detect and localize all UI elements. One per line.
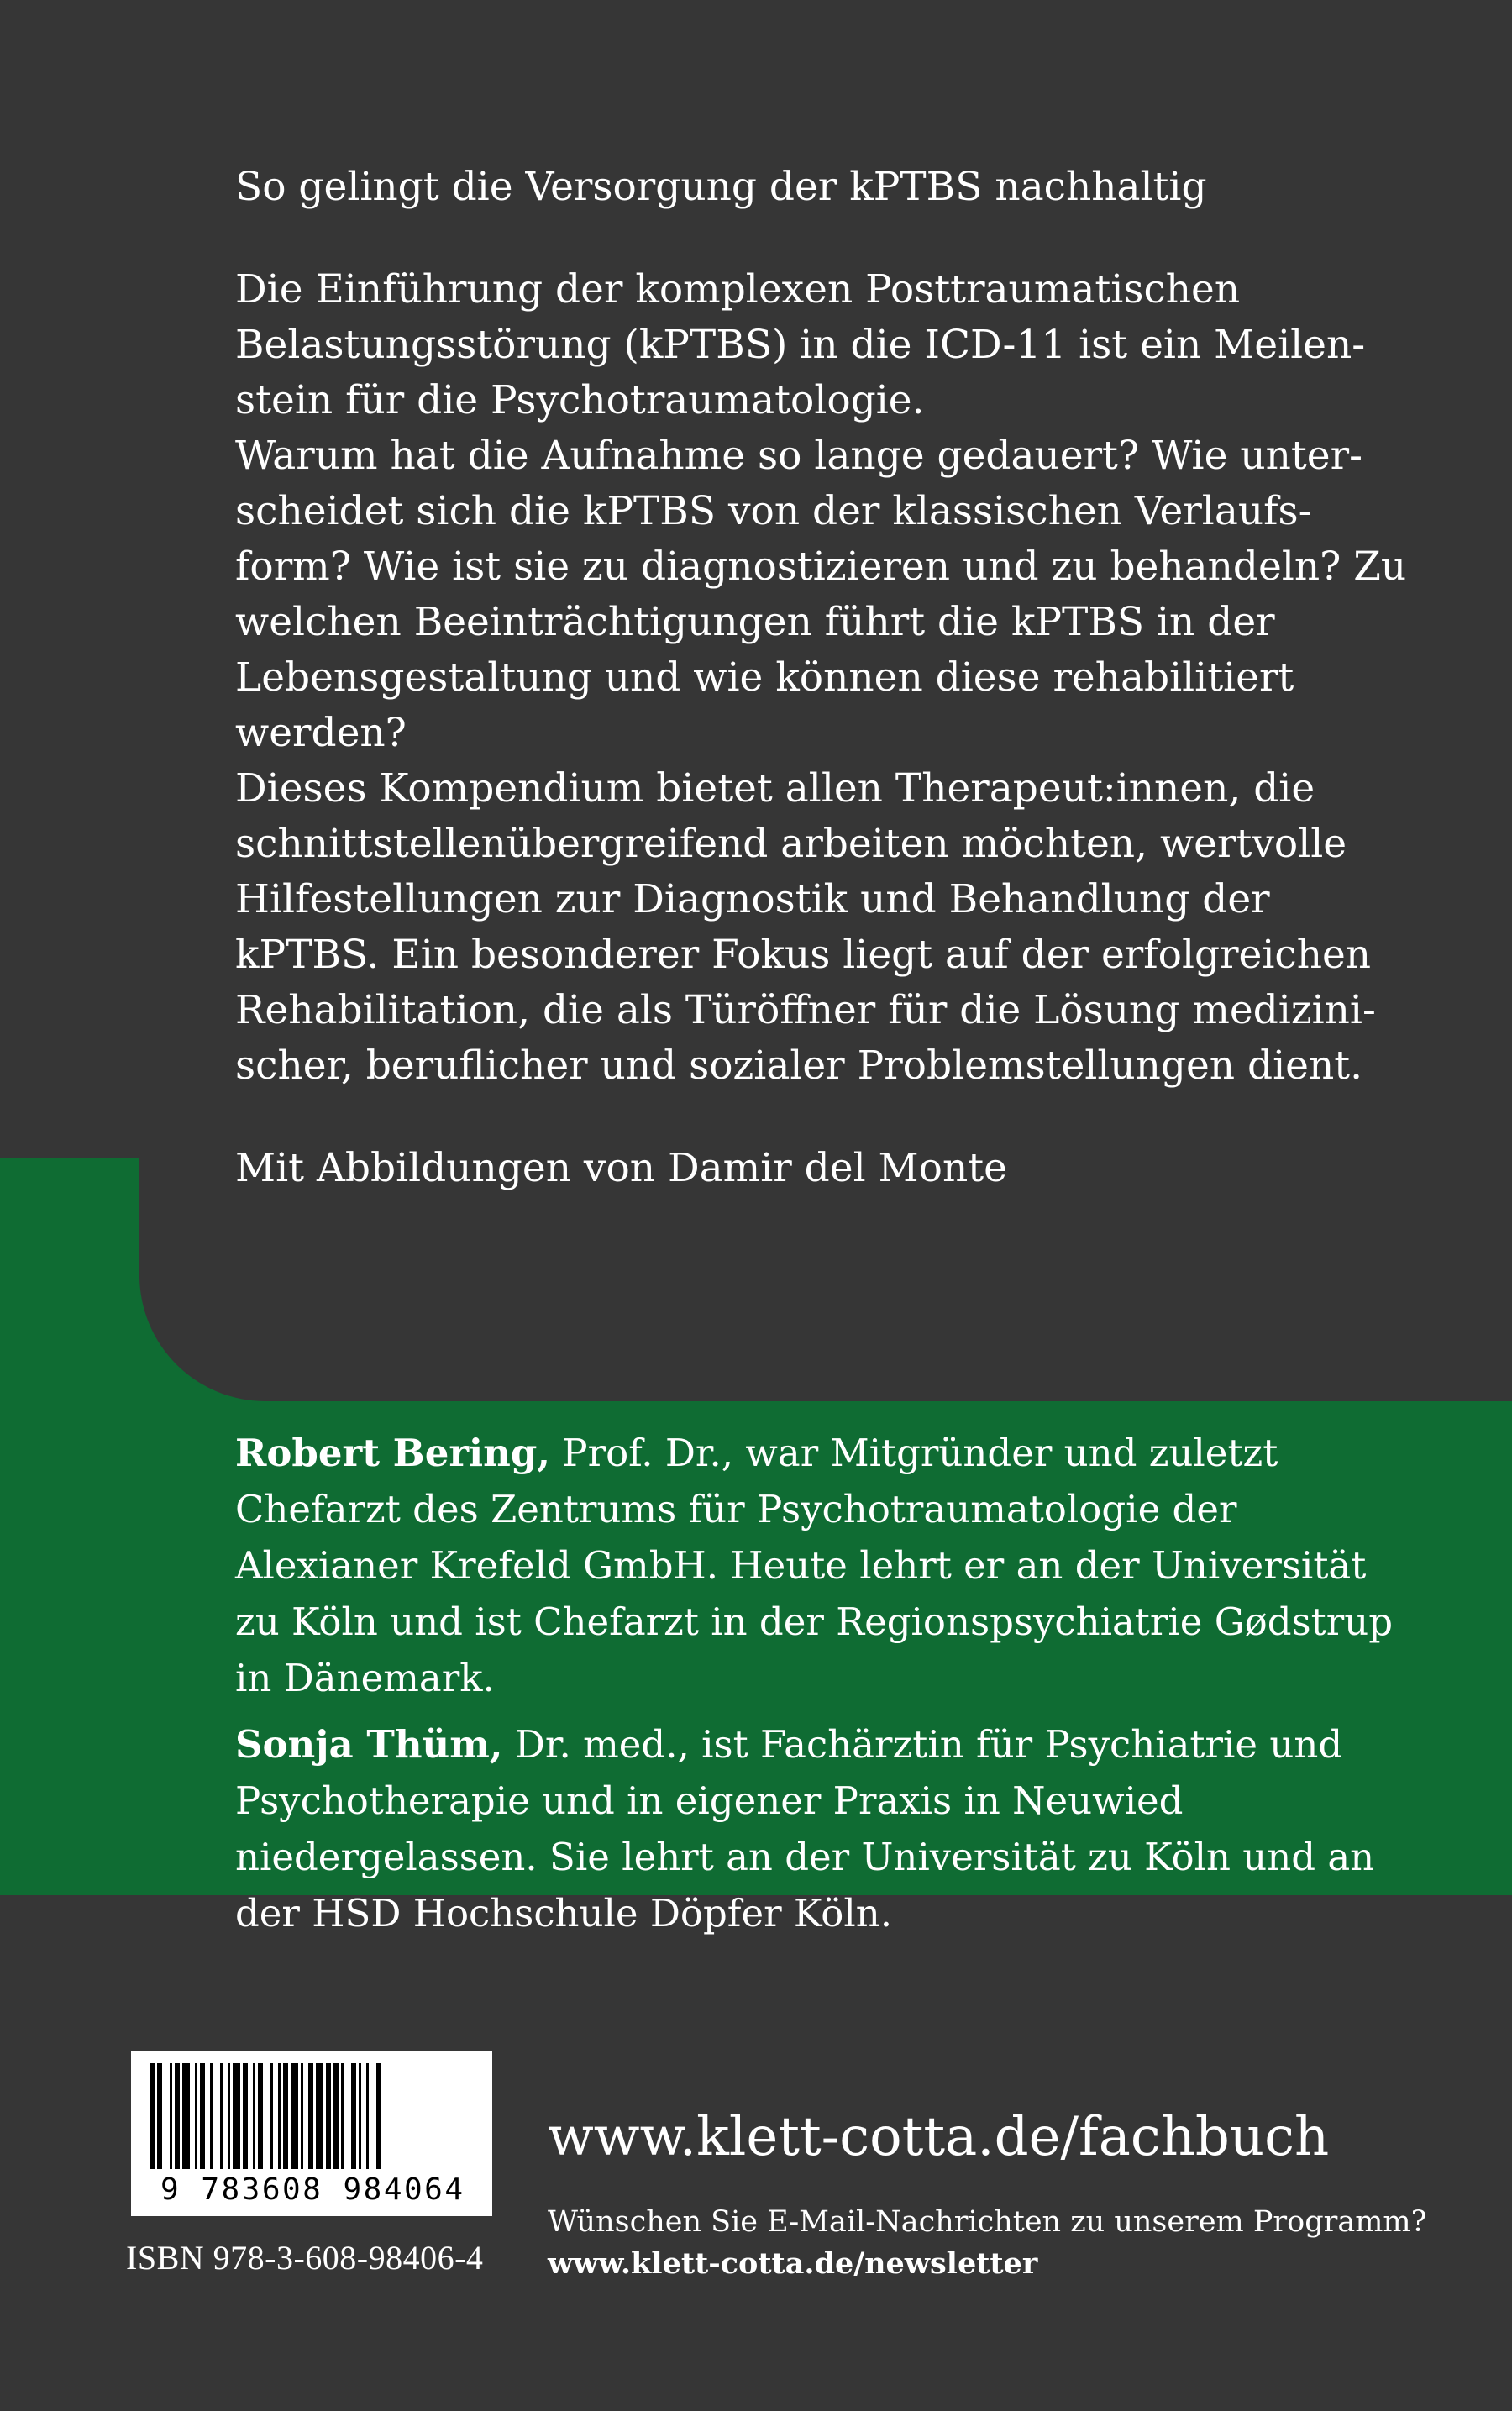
barcode-bar xyxy=(351,2063,356,2169)
barcode-bar xyxy=(301,2063,303,2169)
isbn-text: ISBN 978-3-608-98406-4 xyxy=(126,2239,484,2277)
author-bio-text: Prof. Dr., war Mitgründer und zuletzt Chefarzt des Zentrums für Psychotraumatologie der Alexianer Krefeld GmbH. Heute lehrt er an der Universität zu Köln und ist Chefarzt in der Regionspsychiatrie Gødstrup in Dänemark. xyxy=(235,1431,1394,1700)
barcode-bar xyxy=(376,2063,381,2169)
barcode-bar xyxy=(270,2063,273,2169)
blurb-paragraph: Die Einführung der komplexen Posttraumatischen Belastungsstörung (kPTBS) in die ICD-11 ist ein Meilenstein für die Psychotraumatologie. xyxy=(235,266,1366,423)
barcode-bar xyxy=(182,2063,190,2169)
barcode-bar xyxy=(170,2063,172,2169)
barcode-bar xyxy=(308,2063,313,2169)
barcode-bar xyxy=(359,2063,361,2169)
publisher-url[interactable]: www.klett-cotta.de/fachbuch xyxy=(548,2106,1330,2168)
author-name: Robert Bering, xyxy=(235,1431,550,1475)
barcode-bar xyxy=(243,2063,248,2169)
barcode-bar xyxy=(200,2063,205,2169)
author-bio xyxy=(235,1716,1411,1941)
barcode-bar xyxy=(210,2063,213,2169)
barcode-bar xyxy=(175,2063,180,2169)
barcode-bar xyxy=(253,2063,255,2169)
barcode-bar xyxy=(341,2063,344,2169)
barcode-bar xyxy=(326,2063,331,2169)
barcode-bar xyxy=(283,2063,288,2169)
barcode-bar xyxy=(157,2063,162,2169)
barcode-bar xyxy=(150,2063,155,2169)
barcode-bar xyxy=(228,2063,230,2169)
barcode-bar xyxy=(195,2063,197,2169)
illustrations-credit: Mit Abbildungen von Damir del Monte xyxy=(235,1145,1007,1191)
barcode-bar xyxy=(333,2063,339,2169)
newsletter-block xyxy=(548,2201,1426,2285)
blurb-paragraph: Warum hat die Aufnahme so lange gedauert? Wie unterscheidet sich die kPTBS von der klassischen Verlaufsform? Wie ist sie zu diagnostizieren und zu behandeln? Zu welchen Beeinträchtigungen führt die kPTBS in der Lebensgestaltung und wie können diese rehabilitiert werden? xyxy=(235,433,1407,756)
blurb-headline: So gelingt die Versorgung der kPTBS nachhaltig xyxy=(235,164,1207,210)
barcode-bar xyxy=(291,2063,298,2169)
barcode xyxy=(131,2051,492,2216)
blurb-section xyxy=(235,160,1411,1196)
barcode-bar xyxy=(258,2063,263,2169)
barcode-digits: 9 783608 984064 xyxy=(160,2172,463,2207)
newsletter-url[interactable]: www.klett-cotta.de/newsletter xyxy=(548,2246,1038,2281)
barcode-bar xyxy=(278,2063,281,2169)
newsletter-prompt: Wünschen Sie E-Mail-Nachrichten zu unserem Programm? xyxy=(548,2205,1427,2239)
blurb-paragraph: Dieses Kompendium bietet allen Therapeut:innen, die schnittstellenübergreifend arbeiten möchten, wertvolle Hilfestellungen zur Diagnostik und Behandlung der kPTBS. Ein besonderer Fokus liegt auf der erfolgreichen Rehabilitation, die als Türöffner für die Lösung medizinischer, beruflicher und sozialer Problemstellungen dient. xyxy=(235,765,1376,1089)
author-bio-text: Dr. med., ist Fachärztin für Psychiatrie und Psychotherapie und in eigener Praxis in Neuwied niedergelassen. Sie lehrt an der Universität zu Köln und an der HSD Hochschule Döpfer Köln. xyxy=(235,1722,1375,1936)
author-bios xyxy=(235,1425,1411,1941)
barcode-bar xyxy=(366,2063,369,2169)
barcode-graphic xyxy=(131,2051,492,2216)
author-bio xyxy=(235,1425,1411,1706)
barcode-bar xyxy=(220,2063,223,2169)
barcode-bar xyxy=(316,2063,323,2169)
author-name: Sonja Thüm, xyxy=(235,1722,503,1767)
barcode-bar xyxy=(233,2063,240,2169)
